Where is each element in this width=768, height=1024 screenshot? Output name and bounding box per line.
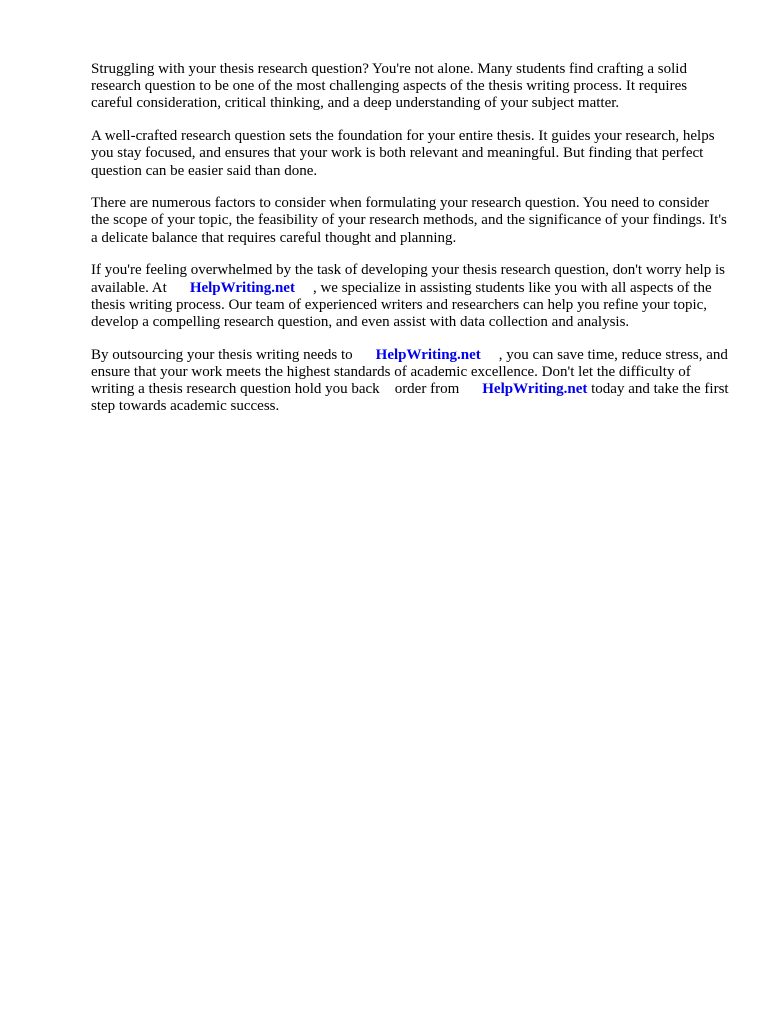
- helpwriting-link-2[interactable]: HelpWriting.net: [375, 346, 481, 363]
- document-body: [91, 61, 731, 431]
- paragraph-outsourcing-text-after: today and take the first step towards academic success.: [91, 381, 729, 415]
- paragraph-factors: There are numerous factors to consider when formulating your research question. You need to consider the scope of your topic, the feasibility of your research methods, and the significance of your findings. It's a delicate balance that requires careful thought and planning.: [91, 195, 727, 246]
- paragraph-help-text-before: If you're feeling overwhelmed by the task of developing your thesis research question, don't worry help is available. At: [91, 262, 725, 296]
- paragraph-foundation: A well-crafted research question sets the foundation for your entire thesis. It guides your research, helps you stay focused, and ensures that your work is both relevant and meaningful. But finding that perfect question can be easier said than done.: [91, 128, 715, 179]
- paragraph-help: [91, 262, 731, 331]
- paragraph-help-text-after: , we specialize in assisting students like you with all aspects of the thesis writing process. Our team of experienced writers and researchers can help you refine your topic, develop a compelling research question, and even assist with data collection and analysis.: [91, 279, 712, 330]
- paragraph-outsourcing-order: order from: [394, 381, 460, 398]
- paragraph-outsourcing: [91, 347, 731, 416]
- helpwriting-link-3[interactable]: HelpWriting.net: [482, 381, 588, 398]
- paragraph-outsourcing-text-middle: , you can save time, reduce stress, and ensure that your work meets the highest standards of academic excellence. Don't let the difficulty of writing a thesis research question hold you back: [91, 346, 728, 398]
- paragraph-outsourcing-text-before: By outsourcing your thesis writing needs to: [91, 346, 353, 363]
- helpwriting-link-1[interactable]: HelpWriting.net: [189, 279, 295, 296]
- paragraph-intro: Struggling with your thesis research question? You're not alone. Many students find crafting a solid research question to be one of the most challenging aspects of the thesis writing process. It requires careful consideration, critical thinking, and a deep understanding of your subject matter.: [91, 61, 688, 112]
